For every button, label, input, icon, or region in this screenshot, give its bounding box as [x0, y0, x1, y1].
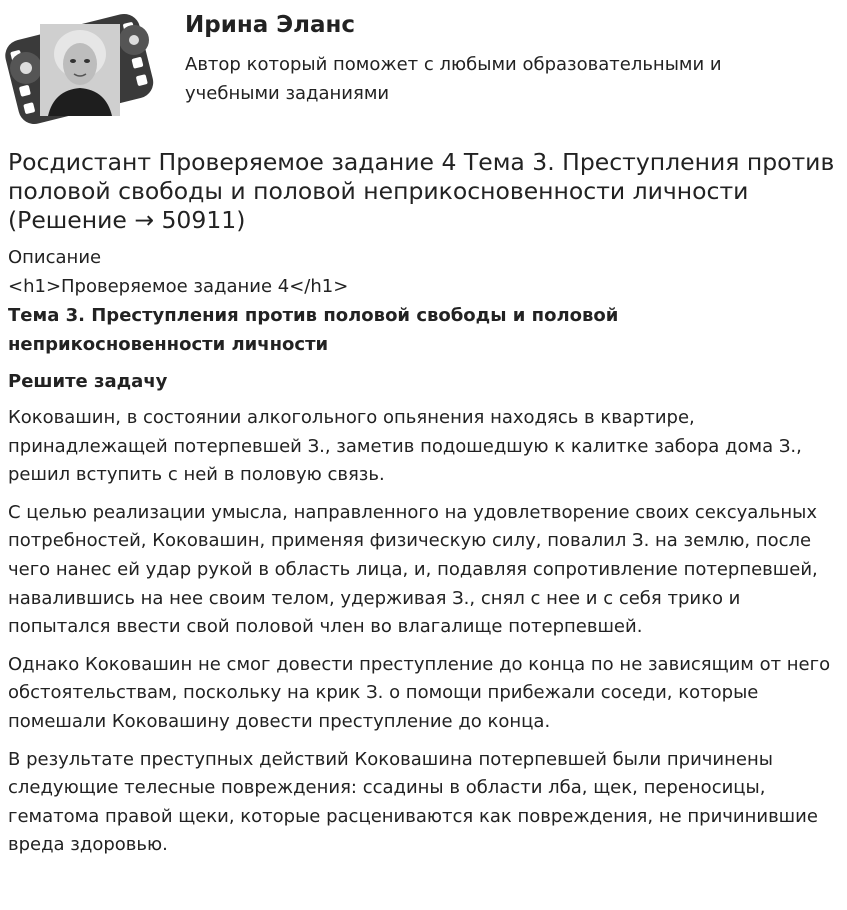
- document-content: [8, 148, 838, 869]
- task-heading: Решите задачу: [8, 371, 168, 392]
- page-title: Росдистант Проверяемое задание 4 Тема 3. Преступления против половой свободы и половой неприкосновенности личности (Решение → 50911): [8, 148, 835, 234]
- topic-heading: Тема 3. Преступления против половой свободы и половой неприкосновенности личности: [8, 305, 619, 355]
- paragraph-3: Однако Коковашин не смог довести преступление до конца по не зависящим от него обстоятельствам, поскольку на крик З. о помощи прибежали соседи, которые помешали Коковашину довести преступление до конца.: [8, 653, 831, 732]
- paragraph-2: С целью реализации умысла, направленного на удовлетворение своих сексуальных потребностей, Коковашин, применяя физическую силу, повалил З. на землю, после чего нанес ей удар рукой в область лица, и, подавляя сопротивление потерпевшей, навалившись на нее своим телом, удерживая З., снял с нее и с себя трико и попытался ввести свой половой член во влагалище потерпевшей.: [8, 501, 818, 638]
- author-name: Ирина Эланс: [185, 12, 356, 38]
- author-block: [0, 0, 847, 140]
- raw-heading-text: <h1>Проверяемое задание 4</h1>: [8, 276, 349, 297]
- author-description: Автор который поможет с любыми образовательными и учебными заданиями: [185, 54, 722, 104]
- film-reel-avatar-icon: [4, 6, 154, 130]
- paragraph-1: Коковашин, в состоянии алкогольного опьянения находясь в квартире, принадлежащей потерпевшей З., заметив подошедшую к калитке забора дома З., решил вступить с ней в половую связь.: [8, 407, 802, 486]
- avatar[interactable]: [4, 6, 154, 130]
- section-label-description: Описание: [8, 247, 102, 268]
- paragraph-4: В результате преступных действий Коковашина потерпевшей были причинены следующие телесные повреждения: ссадины в области лба, щек, переносицы, гематома правой щеки, которые расцениваются как повреждения, не причинившие вреда здоровью.: [8, 748, 818, 856]
